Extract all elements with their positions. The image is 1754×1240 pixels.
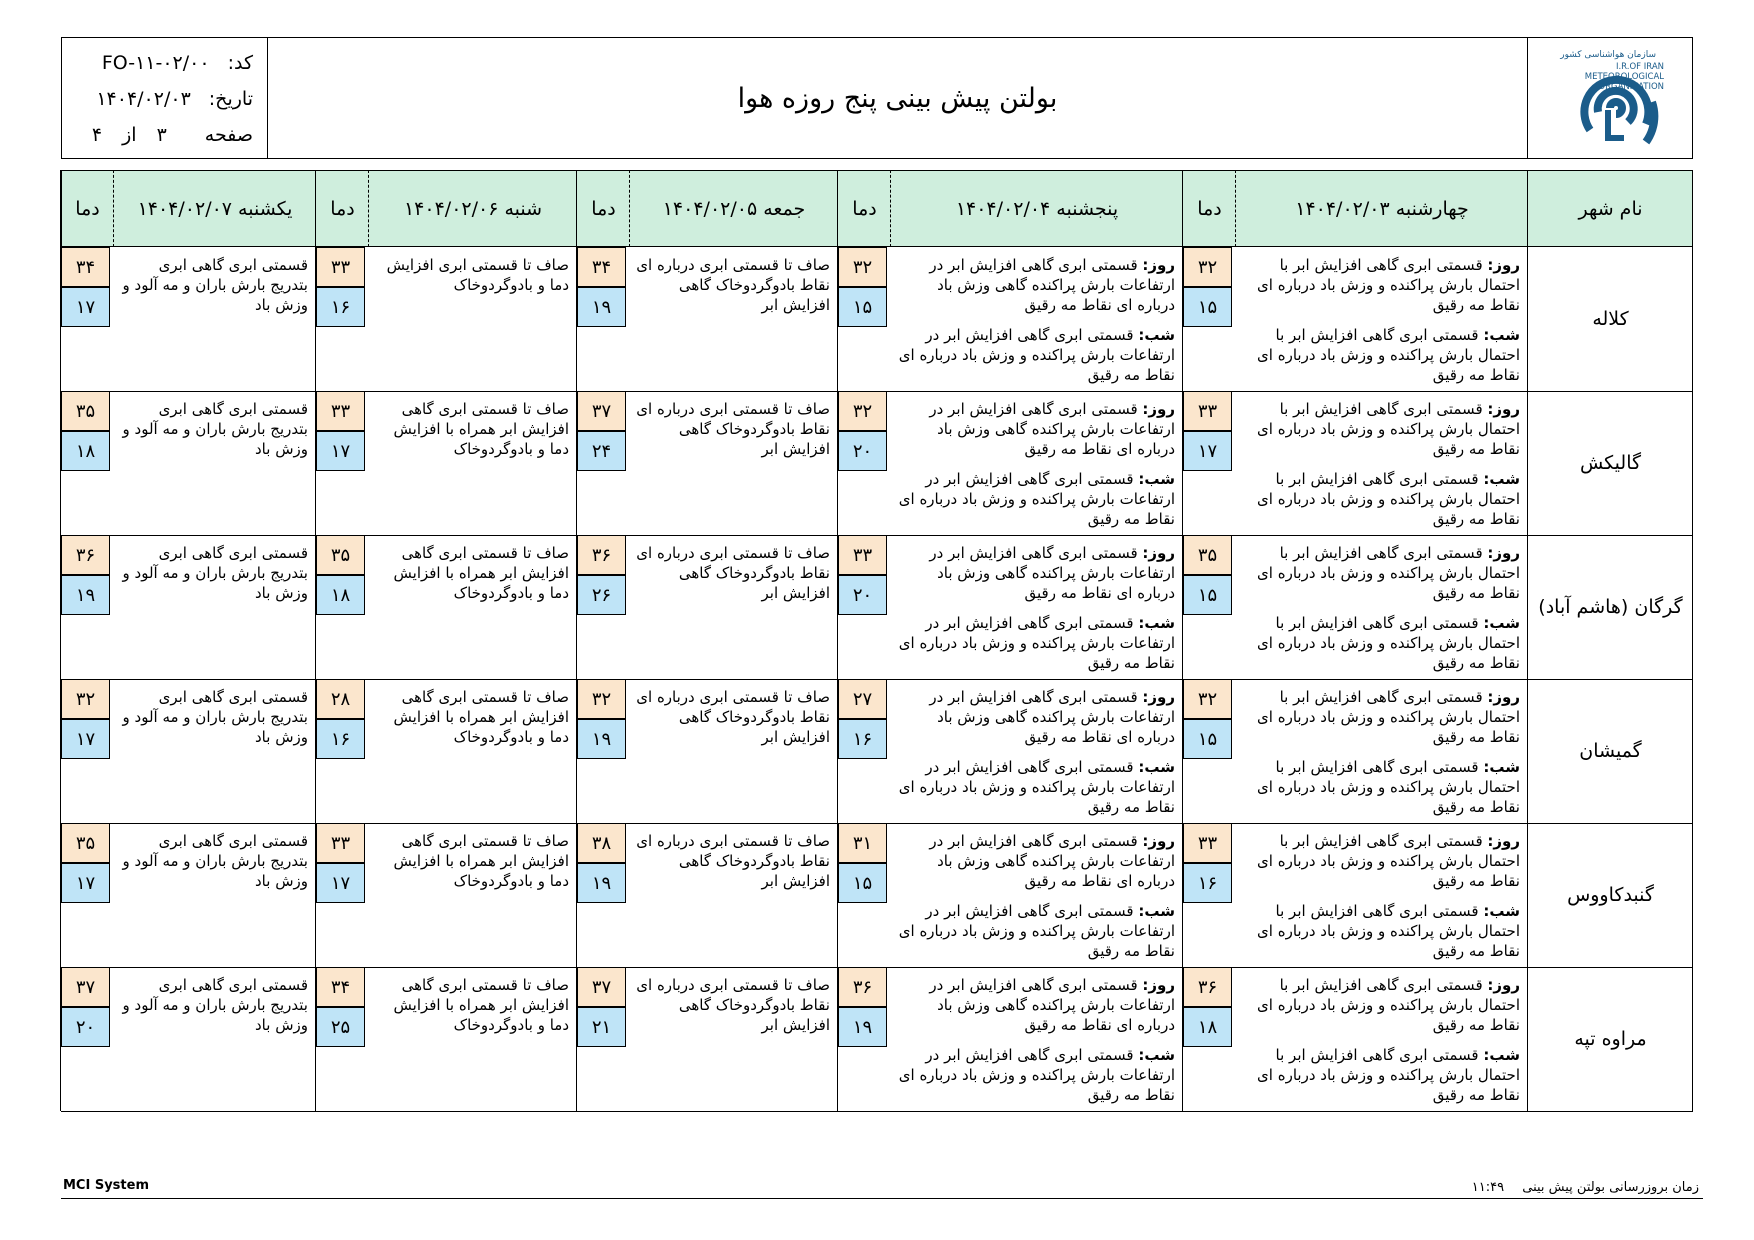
- forecast-night-desc: قسمتی ابری گاهی افزایش ابر در ارتفاعات بارش پراکنده و وزش باد درباره ای نقاط مه رقیق: [898, 470, 1175, 528]
- forecast-night-desc: قسمتی ابری گاهی افزایش ابر در ارتفاعات بارش پراکنده و وزش باد درباره ای نقاط مه رقیق: [898, 758, 1175, 816]
- max-temp-badge: ۳۶: [61, 535, 110, 575]
- city-name: گمیشان: [1579, 740, 1642, 762]
- forecast-text: قسمتی ابری گاهی ابری بتدریج بارش باران و مه آلود و وزش باد: [122, 688, 308, 746]
- min-temp-badge: ۲۰: [838, 575, 887, 615]
- date-value: ۱۴۰۴/۰۲/۰۳: [96, 88, 191, 110]
- forecast-text: قسمتی ابری گاهی ابری بتدریج بارش باران و مه آلود و وزش باد: [122, 400, 308, 458]
- column-header-city: نام شهر: [1578, 197, 1643, 220]
- forecast-text: صاف تا قسمتی ابری درباره ای نقاط بادوگردوخاک گاهی افزایش ابر: [636, 976, 830, 1034]
- logo-english-text: [1564, 62, 1664, 92]
- forecast-day-text: [1242, 831, 1520, 891]
- min-temp-badge: ۱۹: [577, 287, 626, 327]
- forecast-night-label: شب:: [1138, 470, 1175, 488]
- forecast-text: صاف تا قسمتی ابری گاهی افزایش ابر همراه با افزایش دما و بادوگردوخاک: [393, 832, 569, 890]
- forecast-day-label: روز:: [1142, 256, 1175, 274]
- page-row: [82, 124, 253, 146]
- forecast-night-label: شب:: [1483, 1046, 1520, 1064]
- forecast-night-desc: قسمتی ابری گاهی افزایش ابر با احتمال بارش پراکنده و وزش باد درباره ای نقاط مه رقیق: [1257, 1046, 1520, 1104]
- forecast-day-text: [1242, 687, 1520, 747]
- forecast-night-text: [1242, 901, 1520, 961]
- forecast-day-label: روز:: [1487, 688, 1520, 706]
- forecast-day-desc: قسمتی ابری گاهی افزایش ابر در ارتفاعات بارش پراکنده گاهی وزش باد درباره ای نقاط مه رقیق: [929, 400, 1175, 458]
- max-temp-badge: ۳۲: [61, 679, 110, 719]
- forecast-night-label: شب:: [1483, 614, 1520, 632]
- city-name: گرگان (هاشم آباد): [1538, 596, 1683, 618]
- forecast-night-text: [897, 901, 1175, 961]
- footer-divider: [61, 1198, 1703, 1199]
- min-temp-badge: ۱۶: [316, 287, 365, 327]
- code-label: کد:: [227, 52, 253, 74]
- forecast-night-desc: قسمتی ابری گاهی افزایش ابر با احتمال بارش پراکنده و وزش باد درباره ای نقاط مه رقیق: [1257, 326, 1520, 384]
- date-label: تاریخ:: [208, 88, 253, 110]
- max-temp-badge: ۳۷: [577, 967, 626, 1007]
- forecast-text: صاف تا قسمتی ابری گاهی افزایش ابر همراه با افزایش دما و بادوگردوخاک: [393, 544, 569, 602]
- forecast-night-label: شب:: [1483, 326, 1520, 344]
- max-temp-badge: ۳۱: [838, 823, 887, 863]
- max-temp-badge: ۳۲: [1183, 247, 1232, 287]
- forecast-day-desc: قسمتی ابری گاهی افزایش ابر در ارتفاعات بارش پراکنده گاهی وزش باد درباره ای نقاط مه رقیق: [929, 544, 1175, 602]
- header-temp-divider: [890, 170, 891, 247]
- min-temp-badge: ۱۷: [61, 287, 110, 327]
- max-temp-badge: ۳۵: [1183, 535, 1232, 575]
- forecast-night-text: [897, 613, 1175, 673]
- page-total: ۴: [91, 124, 103, 146]
- forecast-day-desc: قسمتی ابری گاهی افزایش ابر با احتمال بارش پراکنده و وزش باد درباره ای نقاط مه رقیق: [1257, 544, 1520, 602]
- logo-persian-text: سازمان هواشناسی کشور: [1560, 50, 1656, 60]
- forecast-day-text: [1242, 975, 1520, 1035]
- min-temp-badge: ۲۶: [577, 575, 626, 615]
- min-temp-badge: ۱۸: [61, 431, 110, 471]
- page-label: صفحه: [204, 124, 253, 146]
- forecast-day-text: [1242, 543, 1520, 603]
- forecast-text: صاف تا قسمتی ابری درباره ای نقاط بادوگردوخاک گاهی افزایش ابر: [636, 688, 830, 746]
- min-temp-badge: ۱۹: [61, 575, 110, 615]
- forecast-text: صاف تا قسمتی ابری گاهی افزایش ابر همراه با افزایش دما و بادوگردوخاک: [393, 688, 569, 746]
- min-temp-badge: ۱۵: [838, 287, 887, 327]
- max-temp-badge: ۳۲: [577, 679, 626, 719]
- forecast-day-text: [897, 687, 1175, 747]
- forecast-text: صاف تا قسمتی ابری درباره ای نقاط بادوگردوخاک گاهی افزایش ابر: [636, 832, 830, 890]
- max-temp-badge: ۳۷: [61, 967, 110, 1007]
- city-name: گالیکش: [1579, 452, 1642, 474]
- forecast-night-desc: قسمتی ابری گاهی افزایش ابر با احتمال بارش پراکنده و وزش باد درباره ای نقاط مه رقیق: [1257, 902, 1520, 960]
- page-of-label: از: [122, 124, 137, 146]
- forecast-day-text: [897, 255, 1175, 315]
- min-temp-badge: ۱۶: [316, 719, 365, 759]
- forecast-night-desc: قسمتی ابری گاهی افزایش ابر در ارتفاعات بارش پراکنده و وزش باد درباره ای نقاط مه رقیق: [898, 326, 1175, 384]
- max-temp-badge: ۳۵: [61, 823, 110, 863]
- forecast-day-label: روز:: [1487, 832, 1520, 850]
- column-header-temp-3: دما: [591, 197, 616, 220]
- forecast-night-label: شب:: [1483, 902, 1520, 920]
- min-temp-badge: ۱۷: [61, 863, 110, 903]
- forecast-day-text: [897, 399, 1175, 459]
- forecast-night-text: [1242, 469, 1520, 529]
- forecast-text: صاف تا قسمتی ابری درباره ای نقاط بادوگردوخاک گاهی افزایش ابر: [636, 400, 830, 458]
- column-header-temp-4: دما: [330, 197, 355, 220]
- max-temp-badge: ۳۳: [316, 391, 365, 431]
- max-temp-badge: ۳۸: [577, 823, 626, 863]
- forecast-night-desc: قسمتی ابری گاهی افزایش ابر با احتمال بارش پراکنده و وزش باد درباره ای نقاط مه رقیق: [1257, 614, 1520, 672]
- logo-line-1: I.R.OF IRAN: [1615, 62, 1664, 72]
- forecast-day-label: روز:: [1487, 976, 1520, 994]
- max-temp-badge: ۳۴: [61, 247, 110, 287]
- forecast-night-text: [897, 325, 1175, 385]
- forecast-day-label: روز:: [1142, 976, 1175, 994]
- column-header-day-5: یکشنبه ۱۴۰۴/۰۲/۰۷: [137, 197, 293, 220]
- forecast-day-label: روز:: [1487, 256, 1520, 274]
- min-temp-badge: ۱۷: [316, 431, 365, 471]
- forecast-day-label: روز:: [1142, 832, 1175, 850]
- footer-update: [1472, 1180, 1699, 1195]
- max-temp-badge: ۳۵: [316, 535, 365, 575]
- max-temp-badge: ۳۶: [577, 535, 626, 575]
- max-temp-badge: ۳۷: [577, 391, 626, 431]
- forecast-day-desc: قسمتی ابری گاهی افزایش ابر در ارتفاعات بارش پراکنده گاهی وزش باد درباره ای نقاط مه رقیق: [929, 688, 1175, 746]
- forecast-text: قسمتی ابری گاهی ابری بتدریج بارش باران و مه آلود و وزش باد: [122, 544, 308, 602]
- min-temp-badge: ۱۶: [838, 719, 887, 759]
- page-title: بولتن پیش بینی پنج روزه هوا: [737, 82, 1058, 114]
- max-temp-badge: ۳۲: [838, 247, 887, 287]
- max-temp-badge: ۳۳: [1183, 823, 1232, 863]
- city-name: مراوه تپه: [1574, 1028, 1647, 1050]
- min-temp-badge: ۱۹: [838, 1007, 887, 1047]
- forecast-night-label: شب:: [1483, 758, 1520, 776]
- max-temp-badge: ۳۴: [316, 967, 365, 1007]
- min-temp-badge: ۱۷: [61, 719, 110, 759]
- forecast-text: قسمتی ابری گاهی ابری بتدریج بارش باران و مه آلود و وزش باد: [122, 976, 308, 1034]
- forecast-day-label: روز:: [1142, 544, 1175, 562]
- max-temp-badge: ۳۴: [577, 247, 626, 287]
- forecast-day-desc: قسمتی ابری گاهی افزایش ابر در ارتفاعات بارش پراکنده گاهی وزش باد درباره ای نقاط مه رقیق: [929, 832, 1175, 890]
- forecast-night-label: شب:: [1138, 902, 1175, 920]
- forecast-night-desc: قسمتی ابری گاهی افزایش ابر با احتمال بارش پراکنده و وزش باد درباره ای نقاط مه رقیق: [1257, 758, 1520, 816]
- forecast-text: قسمتی ابری گاهی ابری بتدریج بارش باران و مه آلود و وزش باد: [122, 256, 308, 314]
- logo-line-2: METEOROLOGICAL: [1584, 72, 1664, 82]
- column-header-day-2: پنجشنبه ۱۴۰۴/۰۲/۰۴: [955, 197, 1119, 220]
- column-header-day-1: چهارشنبه ۱۴۰۴/۰۲/۰۳: [1295, 197, 1469, 220]
- forecast-table: [61, 170, 1693, 1114]
- bulletin-header: [61, 37, 1693, 159]
- forecast-night-label: شب:: [1138, 1046, 1175, 1064]
- max-temp-badge: ۳۳: [316, 823, 365, 863]
- header-temp-divider: [629, 170, 630, 247]
- forecast-night-desc: قسمتی ابری گاهی افزایش ابر در ارتفاعات بارش پراکنده و وزش باد درباره ای نقاط مه رقیق: [898, 902, 1175, 960]
- min-temp-badge: ۲۴: [577, 431, 626, 471]
- forecast-text: صاف تا قسمتی ابری گاهی افزایش ابر همراه با افزایش دما و بادوگردوخاک: [393, 976, 569, 1034]
- forecast-day-desc: قسمتی ابری گاهی افزایش ابر با احتمال بارش پراکنده و وزش باد درباره ای نقاط مه رقیق: [1257, 256, 1520, 314]
- min-temp-badge: ۱۸: [1183, 1007, 1232, 1047]
- max-temp-badge: ۳۳: [316, 247, 365, 287]
- forecast-text: صاف تا قسمتی ابری درباره ای نقاط بادوگردوخاک گاهی افزایش ابر: [636, 544, 830, 602]
- header-temp-divider: [368, 170, 369, 247]
- column-header-temp-2: دما: [852, 197, 877, 220]
- max-temp-badge: ۳۵: [61, 391, 110, 431]
- forecast-day-label: روز:: [1142, 400, 1175, 418]
- max-temp-badge: ۳۶: [1183, 967, 1232, 1007]
- forecast-night-text: [897, 469, 1175, 529]
- forecast-day-text: [1242, 399, 1520, 459]
- forecast-day-desc: قسمتی ابری گاهی افزایش ابر در ارتفاعات بارش پراکنده گاهی وزش باد درباره ای نقاط مه رقیق: [929, 976, 1175, 1034]
- code-value: FO-۱۱-۰۲/۰۰: [101, 52, 210, 74]
- document-meta: [62, 38, 268, 158]
- forecast-text: صاف تا قسمتی ابری گاهی افزایش ابر همراه با افزایش دما و بادوگردوخاک: [393, 400, 569, 458]
- forecast-night-label: شب:: [1138, 614, 1175, 632]
- footer-update-label: زمان بروزرسانی بولتن پیش بینی: [1522, 1180, 1699, 1195]
- header-temp-divider: [1235, 170, 1236, 247]
- min-temp-badge: ۲۱: [577, 1007, 626, 1047]
- forecast-day-desc: قسمتی ابری گاهی افزایش ابر با احتمال بارش پراکنده و وزش باد درباره ای نقاط مه رقیق: [1257, 832, 1520, 890]
- forecast-day-label: روز:: [1487, 400, 1520, 418]
- column-header-temp-1: دما: [1197, 197, 1222, 220]
- city-name: گنبدکاووس: [1567, 884, 1654, 906]
- min-temp-badge: ۱۸: [316, 575, 365, 615]
- page-number: ۳: [156, 124, 167, 146]
- forecast-night-desc: قسمتی ابری گاهی افزایش ابر در ارتفاعات بارش پراکنده و وزش باد درباره ای نقاط مه رقیق: [898, 614, 1175, 672]
- forecast-night-text: [897, 1045, 1175, 1105]
- header-temp-divider: [113, 170, 114, 247]
- forecast-day-text: [897, 975, 1175, 1035]
- forecast-day-desc: قسمتی ابری گاهی افزایش ابر با احتمال بارش پراکنده و وزش باد درباره ای نقاط مه رقیق: [1257, 688, 1520, 746]
- min-temp-badge: ۲۰: [838, 431, 887, 471]
- row-divider: [61, 1111, 1693, 1112]
- max-temp-badge: ۳۶: [838, 967, 887, 1007]
- min-temp-badge: ۱۹: [577, 863, 626, 903]
- max-temp-badge: ۳۲: [1183, 679, 1232, 719]
- forecast-night-desc: قسمتی ابری گاهی افزایش ابر با احتمال بارش پراکنده و وزش باد درباره ای نقاط مه رقیق: [1257, 470, 1520, 528]
- forecast-text: صاف تا قسمتی ابری درباره ای نقاط بادوگردوخاک گاهی افزایش ابر: [636, 256, 830, 314]
- forecast-night-label: شب:: [1483, 470, 1520, 488]
- forecast-night-text: [1242, 1045, 1520, 1105]
- min-temp-badge: ۱۶: [1183, 863, 1232, 903]
- max-temp-badge: ۳۳: [838, 535, 887, 575]
- forecast-day-text: [897, 543, 1175, 603]
- forecast-night-label: شب:: [1138, 758, 1175, 776]
- forecast-night-text: [1242, 757, 1520, 817]
- forecast-night-text: [1242, 613, 1520, 673]
- min-temp-badge: ۱۹: [577, 719, 626, 759]
- min-temp-badge: ۱۵: [838, 863, 887, 903]
- footer-update-time: ۱۱:۴۹: [1471, 1180, 1505, 1195]
- column-header-day-4: شنبه ۱۴۰۴/۰۲/۰۶: [403, 197, 543, 220]
- forecast-text: صاف تا قسمتی ابری افزایش دما و بادوگردوخاک: [386, 256, 569, 294]
- footer-system: MCI System: [63, 1178, 149, 1193]
- forecast-night-desc: قسمتی ابری گاهی افزایش ابر در ارتفاعات بارش پراکنده و وزش باد درباره ای نقاط مه رقیق: [898, 1046, 1175, 1104]
- min-temp-badge: ۱۵: [1183, 287, 1232, 327]
- forecast-night-text: [1242, 325, 1520, 385]
- forecast-day-label: روز:: [1487, 544, 1520, 562]
- organization-logo: [1527, 38, 1692, 158]
- forecast-day-text: [1242, 255, 1520, 315]
- forecast-text: قسمتی ابری گاهی ابری بتدریج بارش باران و مه آلود و وزش باد: [122, 832, 308, 890]
- city-name: کلاله: [1592, 308, 1629, 330]
- forecast-night-text: [897, 757, 1175, 817]
- forecast-day-label: روز:: [1142, 688, 1175, 706]
- min-temp-badge: ۱۵: [1183, 575, 1232, 615]
- code-row: [102, 52, 253, 74]
- logo-line-3: ORGANIZATION: [1598, 82, 1664, 92]
- max-temp-badge: ۲۷: [838, 679, 887, 719]
- min-temp-badge: ۱۷: [316, 863, 365, 903]
- forecast-day-desc: قسمتی ابری گاهی افزایش ابر با احتمال بارش پراکنده و وزش باد درباره ای نقاط مه رقیق: [1257, 400, 1520, 458]
- min-temp-badge: ۲۰: [61, 1007, 110, 1047]
- column-header-temp-5: دما: [75, 197, 100, 220]
- min-temp-badge: ۲۵: [316, 1007, 365, 1047]
- max-temp-badge: ۳۳: [1183, 391, 1232, 431]
- forecast-day-text: [897, 831, 1175, 891]
- min-temp-badge: ۱۵: [1183, 719, 1232, 759]
- min-temp-badge: ۱۷: [1183, 431, 1232, 471]
- forecast-day-desc: قسمتی ابری گاهی افزایش ابر با احتمال بارش پراکنده و وزش باد درباره ای نقاط مه رقیق: [1257, 976, 1520, 1034]
- max-temp-badge: ۲۸: [316, 679, 365, 719]
- forecast-day-desc: قسمتی ابری گاهی افزایش ابر در ارتفاعات بارش پراکنده گاهی وزش باد درباره ای نقاط مه رقیق: [929, 256, 1175, 314]
- max-temp-badge: ۳۲: [838, 391, 887, 431]
- column-header-day-3: جمعه ۱۴۰۴/۰۲/۰۵: [662, 197, 806, 220]
- forecast-night-label: شب:: [1138, 326, 1175, 344]
- date-row: [96, 88, 253, 110]
